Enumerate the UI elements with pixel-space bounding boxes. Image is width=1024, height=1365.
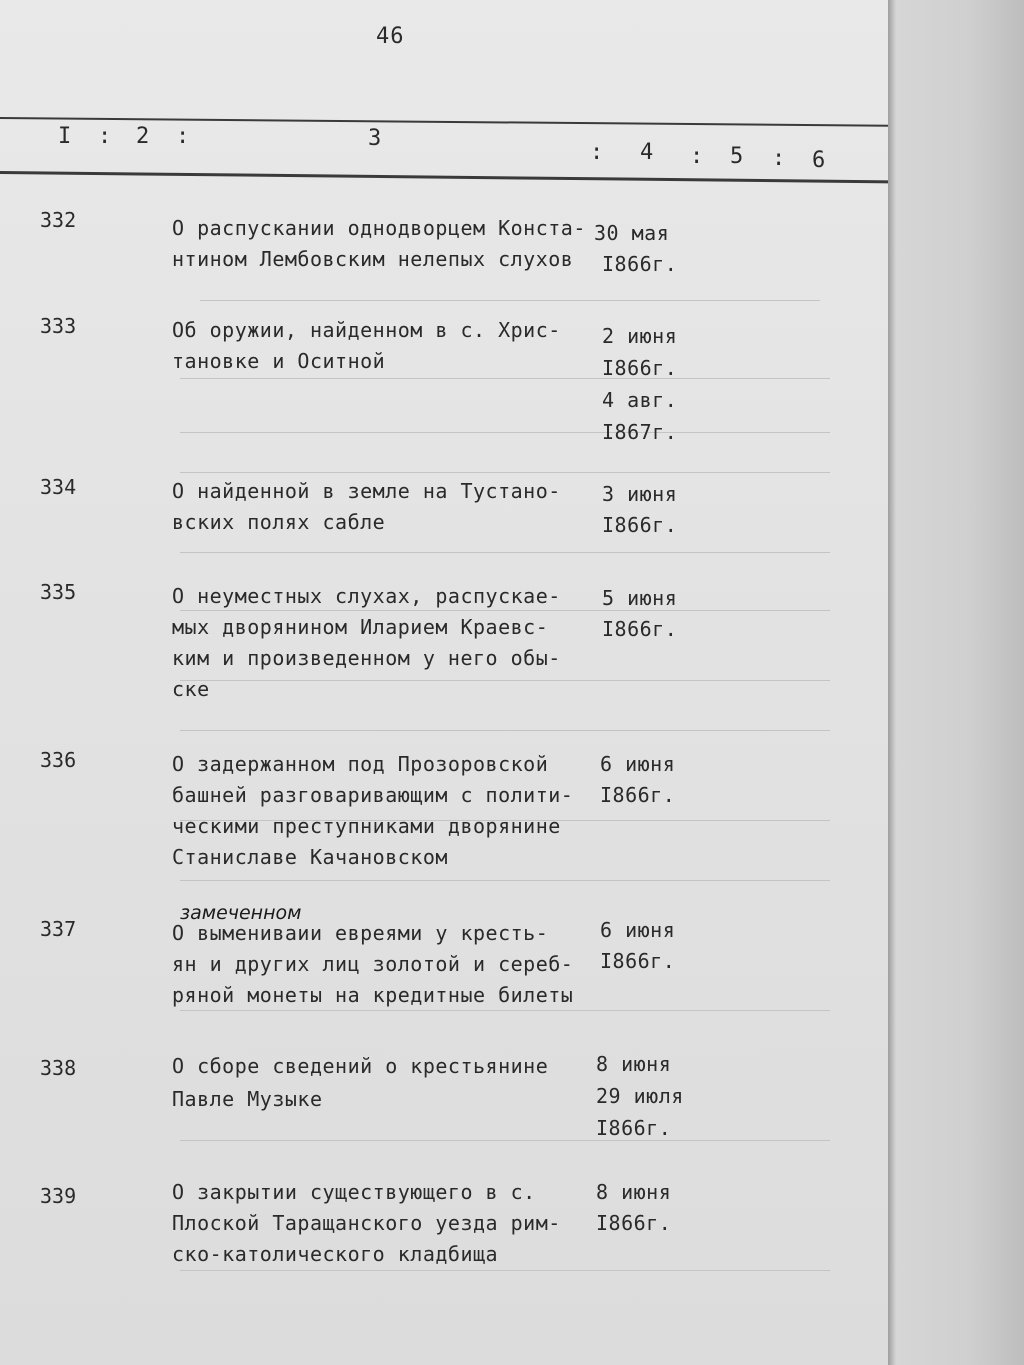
entry-title-line: О неуместных слухах, распускае- bbox=[172, 584, 561, 608]
entry-title-line: О задержанном под Прозоровской bbox=[172, 752, 549, 776]
entry-date-line: I867г. bbox=[602, 420, 678, 444]
column-header-sep: : bbox=[690, 144, 704, 169]
entry-title-line: Плоской Таращанского уезда рим- bbox=[172, 1211, 561, 1235]
entry-date-line: 4 авг. bbox=[602, 388, 678, 412]
entry-title-line: О распускании однодворцем Конста- bbox=[172, 216, 586, 240]
bleed-rule bbox=[180, 1140, 830, 1141]
bleed-rule bbox=[180, 1270, 830, 1271]
entry-title-line: ким и произведенном у него обы- bbox=[172, 646, 561, 670]
column-header-1: I bbox=[58, 124, 72, 149]
entry-title-line: ческими преступниками дворянине bbox=[172, 814, 561, 838]
entry-title-line: ско-католического кладбища bbox=[172, 1242, 499, 1266]
entry-date-line: I866г. bbox=[602, 252, 678, 276]
column-header-5: 5 bbox=[730, 144, 744, 169]
column-header-3: 3 bbox=[368, 126, 382, 151]
handwritten-note: замеченном bbox=[180, 902, 302, 924]
entry-number: 332 bbox=[40, 208, 77, 232]
entry-number: 338 bbox=[40, 1056, 77, 1080]
page-number: 46 bbox=[376, 24, 405, 49]
column-header-6: 6 bbox=[812, 148, 826, 173]
entry-title-line: башней разговаривающим с полити- bbox=[172, 783, 574, 807]
entry-title-line: мых дворянином Иларием Краевс- bbox=[172, 615, 549, 639]
column-header-sep: : bbox=[176, 124, 190, 149]
bleed-rule bbox=[180, 1010, 830, 1011]
entry-date-line: I866г. bbox=[602, 356, 678, 380]
header-rule-bottom bbox=[0, 171, 900, 183]
entry-number: 337 bbox=[40, 917, 77, 941]
column-header-sep: : bbox=[98, 124, 112, 149]
entry-date-line: I866г. bbox=[596, 1116, 672, 1140]
entry-title-line: Павле Музыке bbox=[172, 1087, 323, 1111]
bleed-rule bbox=[180, 610, 830, 611]
bleed-rule bbox=[180, 730, 830, 731]
entry-title-line: вских полях сабле bbox=[172, 510, 386, 534]
entry-date-line: I866г. bbox=[602, 513, 678, 537]
entry-date-line: I866г. bbox=[596, 1211, 672, 1235]
entry-number: 339 bbox=[40, 1184, 77, 1208]
bleed-rule bbox=[200, 300, 820, 301]
bleed-rule bbox=[180, 880, 830, 881]
entry-date-line: I866г. bbox=[600, 783, 676, 807]
column-header-4: 4 bbox=[640, 140, 654, 165]
entry-number: 334 bbox=[40, 475, 77, 499]
entry-title-line: О закрытии существующего в с. bbox=[172, 1180, 536, 1204]
entry-number: 336 bbox=[40, 748, 77, 772]
bleed-rule bbox=[180, 378, 830, 379]
column-header-2: 2 bbox=[136, 124, 150, 149]
entry-date-line: 3 июня bbox=[602, 482, 678, 506]
bleed-rule bbox=[180, 472, 830, 473]
entry-title-line: ске bbox=[172, 677, 210, 701]
header-rule-top bbox=[0, 117, 900, 127]
entry-date-line: I866г. bbox=[600, 949, 676, 973]
bleed-rule bbox=[180, 680, 830, 681]
entry-date-line: I866г. bbox=[602, 617, 678, 641]
entry-title-line: О вымениваии евреями у кресть- bbox=[172, 921, 549, 945]
column-header-sep: : bbox=[772, 146, 786, 171]
entry-date-line: 29 июля bbox=[596, 1084, 684, 1108]
column-header-sep: : bbox=[590, 140, 604, 165]
entry-date-line: 6 июня bbox=[600, 752, 676, 776]
entry-number: 333 bbox=[40, 314, 77, 338]
entry-date-line: 2 июня bbox=[602, 324, 678, 348]
entry-date-line: 6 июня bbox=[600, 918, 676, 942]
entry-title-line: О найденной в земле на Тустано- bbox=[172, 479, 561, 503]
entry-date-line: 30 мая bbox=[594, 221, 670, 245]
entry-title-line: ряной монеты на кредитные билеты bbox=[172, 983, 574, 1007]
entry-title-line: О сборе сведений о крестьянине bbox=[172, 1054, 549, 1078]
bleed-rule bbox=[180, 552, 830, 553]
page-edge-shadow bbox=[888, 0, 1024, 1365]
entry-date-line: 5 июня bbox=[602, 586, 678, 610]
entry-title-line: нтином Лембовским нелепых слухов bbox=[172, 247, 574, 271]
entry-title-line: ян и других лиц золотой и сереб- bbox=[172, 952, 574, 976]
entry-date-line: 8 июня bbox=[596, 1052, 672, 1076]
bleed-rule bbox=[180, 432, 830, 433]
entry-title-line: Станиславе Качановском bbox=[172, 845, 448, 869]
entry-date-line: 8 июня bbox=[596, 1180, 672, 1204]
entry-number: 335 bbox=[40, 580, 77, 604]
entry-title-line: Об оружии, найденном в с. Хрис- bbox=[172, 318, 561, 342]
entry-title-line: тановке и Оситной bbox=[172, 349, 386, 373]
